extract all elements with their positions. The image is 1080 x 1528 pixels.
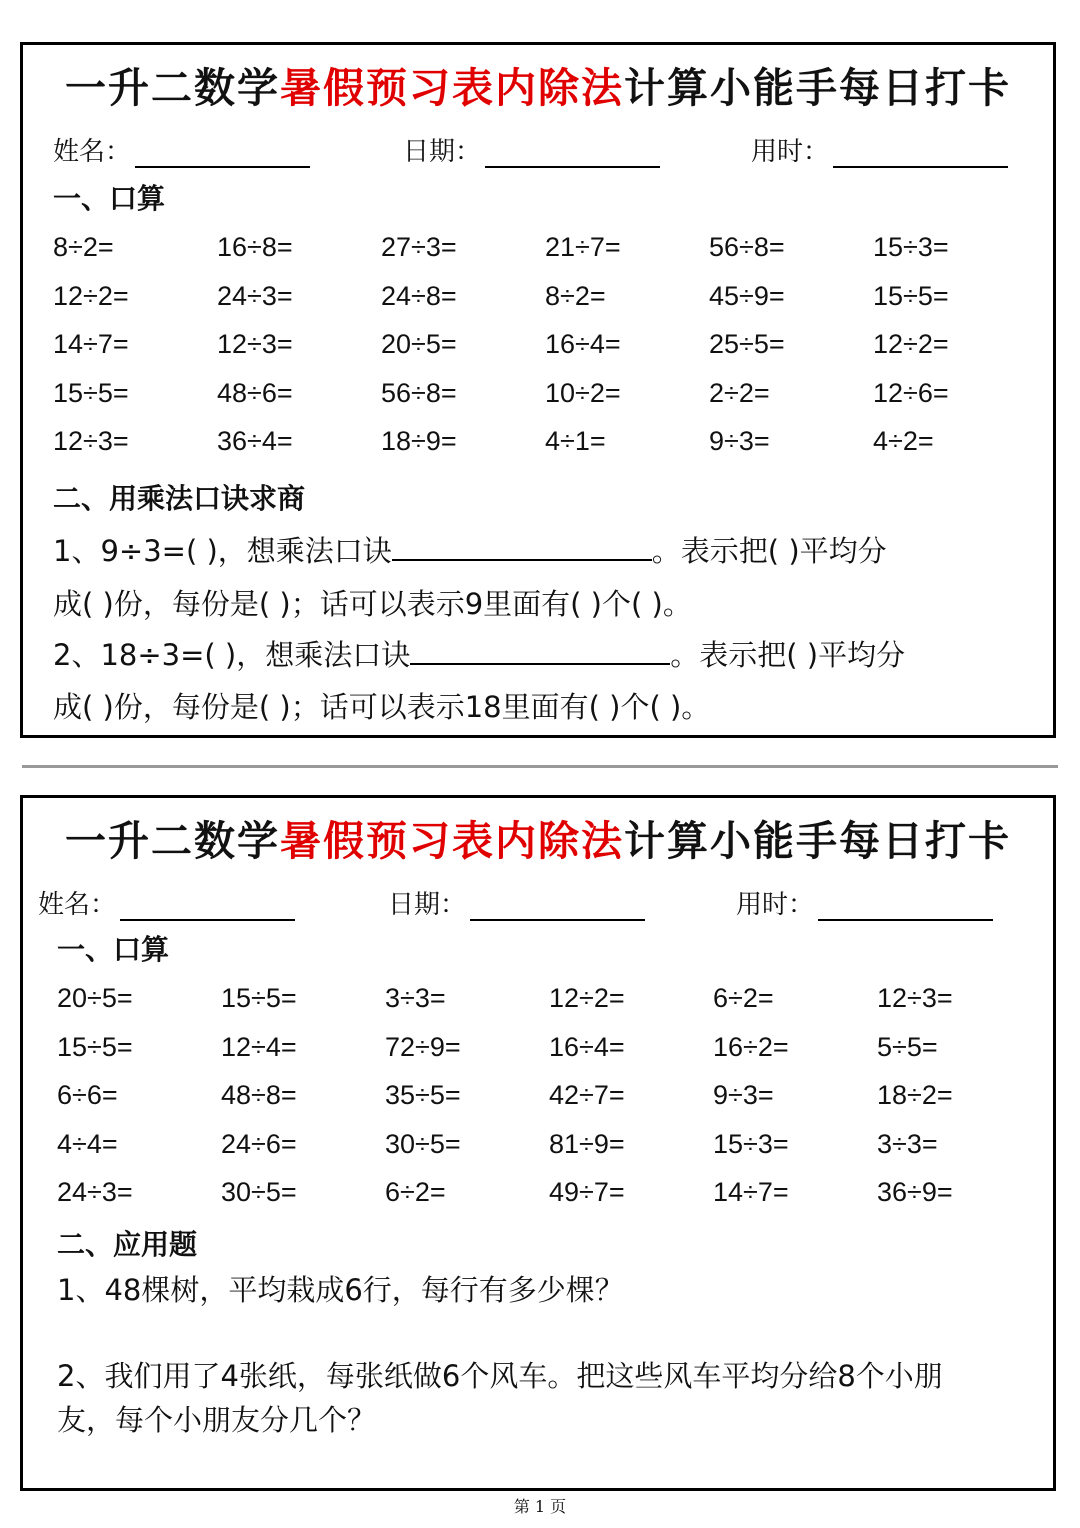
date-blank[interactable] bbox=[470, 895, 645, 921]
time-label: 用时： bbox=[736, 890, 815, 920]
division-problem: 2÷2= bbox=[709, 377, 770, 408]
division-problem: 72÷9= bbox=[385, 1031, 461, 1062]
name-label: 姓名： bbox=[53, 137, 132, 167]
worksheet-title bbox=[23, 55, 1053, 114]
division-problem: 81÷9= bbox=[549, 1128, 625, 1159]
division-problem: 16÷4= bbox=[549, 1031, 625, 1062]
question-1-line-1 bbox=[53, 529, 887, 570]
time-blank[interactable] bbox=[833, 142, 1008, 168]
problem-grid bbox=[57, 978, 1047, 1221]
division-problem: 18÷2= bbox=[877, 1080, 953, 1111]
title-highlight: 暑假预习表内除法 bbox=[280, 64, 624, 112]
division-problem: 14÷7= bbox=[713, 1177, 789, 1208]
division-problem: 16÷8= bbox=[217, 232, 293, 262]
problem-grid bbox=[53, 227, 1043, 470]
division-problem: 15÷3= bbox=[873, 232, 949, 262]
question-text: 1、9÷3=( )，想乘法口诀 bbox=[53, 534, 392, 568]
division-problem: 24÷3= bbox=[57, 1177, 133, 1208]
division-problem: 21÷7= bbox=[545, 232, 621, 262]
question-2-line-1 bbox=[53, 633, 905, 674]
title-part: 计算小能手每日打卡 bbox=[624, 817, 1011, 865]
division-problem: 4÷1= bbox=[545, 426, 606, 457]
question-text: 2、18÷3=( )，想乘法口诀 bbox=[53, 638, 411, 672]
division-problem: 25÷5= bbox=[709, 329, 785, 360]
division-problem: 12÷2= bbox=[53, 280, 129, 311]
question-1-line-2: 成( )份，每份是( )；话可以表示9里面有( )个( )。 bbox=[53, 587, 692, 621]
time-blank[interactable] bbox=[818, 895, 993, 921]
section-heading-word-problems: 二、应用题 bbox=[57, 1228, 198, 1261]
time-label: 用时： bbox=[751, 137, 830, 167]
division-problem: 5÷5= bbox=[877, 1031, 938, 1062]
date-label: 日期： bbox=[403, 137, 482, 167]
word-problem-2-line-1: 2、我们用了4张纸，每张纸做6个风车。把这些风车平均分给8个小朋 bbox=[57, 1359, 943, 1393]
name-field bbox=[38, 884, 295, 921]
division-problem: 15÷3= bbox=[713, 1128, 789, 1159]
division-problem: 12÷6= bbox=[873, 377, 949, 408]
division-problem: 6÷6= bbox=[57, 1080, 118, 1111]
division-problem: 48÷6= bbox=[217, 377, 293, 408]
division-problem: 10÷2= bbox=[545, 377, 621, 408]
division-problem: 24÷6= bbox=[221, 1128, 297, 1159]
word-problem-2-line-2: 友，每个小朋友分几个？ bbox=[57, 1403, 377, 1437]
time-field bbox=[751, 131, 1008, 168]
division-problem: 12÷3= bbox=[53, 426, 129, 457]
name-label: 姓名： bbox=[38, 890, 117, 920]
division-problem: 4÷4= bbox=[57, 1128, 118, 1159]
time-field bbox=[736, 884, 993, 921]
name-blank[interactable] bbox=[120, 895, 295, 921]
division-problem: 14÷7= bbox=[53, 329, 129, 360]
name-field bbox=[53, 131, 310, 168]
question-2-line-2: 成( )份，每份是( )；话可以表示18里面有( )个( )。 bbox=[53, 690, 711, 724]
division-problem: 15÷5= bbox=[873, 280, 949, 311]
division-problem: 9÷3= bbox=[713, 1080, 774, 1111]
answer-blank[interactable] bbox=[392, 533, 652, 561]
section-heading-oral: 一、口算 bbox=[57, 933, 170, 966]
question-text: 。表示把( )平均分 bbox=[670, 638, 906, 672]
division-problem: 56÷8= bbox=[381, 377, 457, 408]
worksheet-1 bbox=[20, 42, 1056, 738]
question-text: 。表示把( )平均分 bbox=[651, 534, 887, 568]
title-highlight: 暑假预习表内除法 bbox=[280, 817, 624, 865]
division-problem: 27÷3= bbox=[381, 232, 457, 262]
division-problem: 12÷4= bbox=[221, 1031, 297, 1062]
name-blank[interactable] bbox=[135, 142, 310, 168]
date-blank[interactable] bbox=[485, 142, 660, 168]
division-problem: 12÷2= bbox=[873, 329, 949, 360]
division-problem: 24÷3= bbox=[217, 280, 293, 311]
section-heading-oral: 一、口算 bbox=[53, 182, 166, 215]
date-field bbox=[388, 884, 645, 921]
division-problem: 18÷9= bbox=[381, 426, 457, 457]
division-problem: 45÷9= bbox=[709, 280, 785, 311]
division-problem: 20÷5= bbox=[381, 329, 457, 360]
division-problem: 42÷7= bbox=[549, 1080, 625, 1111]
division-problem: 15÷5= bbox=[221, 983, 297, 1013]
division-problem: 56÷8= bbox=[709, 232, 785, 262]
division-problem: 35÷5= bbox=[385, 1080, 461, 1111]
division-problem: 3÷3= bbox=[877, 1128, 938, 1159]
title-part: 计算小能手每日打卡 bbox=[624, 64, 1011, 112]
division-problem: 12÷2= bbox=[549, 983, 625, 1013]
worksheet-title bbox=[23, 808, 1053, 867]
division-problem: 24÷8= bbox=[381, 280, 457, 311]
divider bbox=[22, 765, 1058, 768]
division-problem: 49÷7= bbox=[549, 1177, 625, 1208]
division-problem: 12÷3= bbox=[217, 329, 293, 360]
division-problem: 15÷5= bbox=[57, 1031, 133, 1062]
division-problem: 48÷8= bbox=[221, 1080, 297, 1111]
division-problem: 8÷2= bbox=[53, 232, 114, 262]
answer-blank[interactable] bbox=[410, 637, 670, 665]
worksheet-2 bbox=[20, 795, 1056, 1491]
division-problem: 8÷2= bbox=[545, 280, 606, 311]
title-part: 一升二数学 bbox=[65, 817, 280, 865]
division-problem: 4÷2= bbox=[873, 426, 934, 457]
division-problem: 36÷4= bbox=[217, 426, 293, 457]
division-problem: 9÷3= bbox=[709, 426, 770, 457]
division-problem: 36÷9= bbox=[877, 1177, 953, 1208]
division-problem: 30÷5= bbox=[385, 1128, 461, 1159]
date-label: 日期： bbox=[388, 890, 467, 920]
division-problem: 30÷5= bbox=[221, 1177, 297, 1208]
division-problem: 6÷2= bbox=[713, 983, 774, 1013]
word-problem-1: 1、48棵树，平均栽成6行，每行有多少棵？ bbox=[57, 1273, 624, 1307]
division-problem: 20÷5= bbox=[57, 983, 133, 1013]
division-problem: 6÷2= bbox=[385, 1177, 446, 1208]
division-problem: 16÷4= bbox=[545, 329, 621, 360]
page-footer: 第 1 页 bbox=[513, 1497, 567, 1516]
section-heading-quotient: 二、用乘法口诀求商 bbox=[53, 482, 306, 515]
title-part: 一升二数学 bbox=[65, 64, 280, 112]
division-problem: 16÷2= bbox=[713, 1031, 789, 1062]
division-problem: 3÷3= bbox=[385, 983, 446, 1013]
division-problem: 12÷3= bbox=[877, 983, 953, 1013]
division-problem: 15÷5= bbox=[53, 377, 129, 408]
date-field bbox=[403, 131, 660, 168]
